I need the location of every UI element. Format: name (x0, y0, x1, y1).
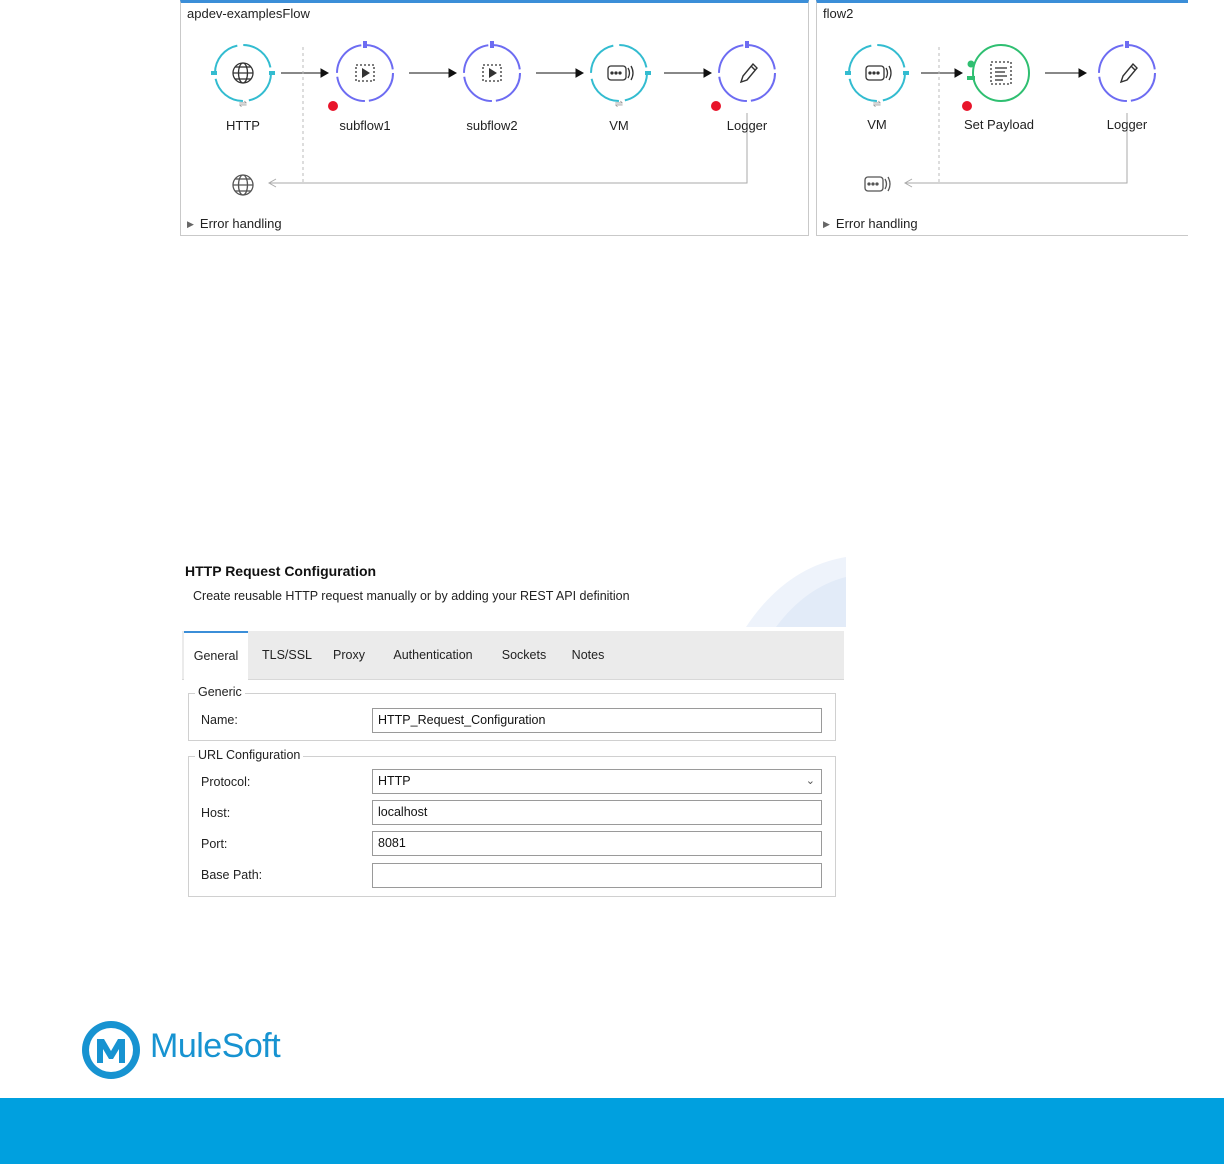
error-handling-label: Error handling (199, 216, 282, 231)
error-handling-toggle[interactable] (823, 216, 918, 231)
port-input[interactable]: 8081 (372, 831, 822, 856)
expand-triangle-icon: ▶ (823, 219, 830, 229)
node-label: VM (867, 117, 887, 132)
base-path-input[interactable] (372, 863, 822, 888)
tab-bar (182, 631, 844, 680)
vm-response-icon (863, 171, 893, 197)
node-label: Set Payload (963, 117, 1035, 132)
set-payload-node[interactable] (957, 40, 1047, 112)
tab-tls-ssl[interactable]: TLS/SSL (261, 648, 313, 662)
dialog-description: Create reusable HTTP request manually or by adding your REST API definition (193, 589, 630, 603)
breakpoint-icon (962, 101, 972, 111)
node-label: subflow1 (339, 118, 391, 133)
tab-authentication[interactable]: Authentication (393, 648, 473, 662)
http-listener-node[interactable] (205, 40, 281, 110)
breakpoint-icon (328, 101, 338, 111)
group-legend: URL Configuration (195, 748, 303, 762)
subflow2-node[interactable] (452, 40, 532, 112)
node-label: Logger (726, 118, 768, 133)
node-label: VM (609, 118, 629, 133)
http-request-config-dialog (180, 557, 846, 901)
node-label: subflow2 (466, 118, 518, 133)
group-legend: Generic (195, 685, 245, 699)
node-label: Logger (1106, 117, 1148, 132)
error-handling-label: Error handling (835, 216, 918, 231)
dialog-title: HTTP Request Configuration (185, 563, 377, 579)
header-swoosh-decoration (726, 557, 846, 627)
http-response-icon (229, 171, 257, 199)
mulesoft-wordmark: MuleSoft (150, 1027, 281, 1065)
tab-sockets[interactable]: Sockets (501, 648, 547, 662)
tab-notes[interactable]: Notes (571, 648, 605, 662)
name-label: Name: (201, 713, 238, 727)
tab-proxy[interactable]: Proxy (333, 648, 365, 662)
host-input[interactable]: localhost (372, 800, 822, 825)
mulesoft-m-icon (80, 1019, 142, 1081)
svg-text:⇌: ⇌ (614, 99, 624, 110)
flow-title: apdev-examplesFlow (187, 6, 310, 21)
expand-triangle-icon: ▶ (187, 219, 194, 229)
chevron-down-icon: ⌄ (805, 775, 815, 787)
logger-node[interactable] (705, 40, 785, 112)
protocol-label: Protocol: (201, 775, 251, 789)
protocol-select[interactable] (372, 769, 822, 794)
error-handling-toggle[interactable] (187, 216, 282, 231)
host-label: Host: (201, 806, 231, 820)
flow-title: flow2 (823, 6, 854, 21)
flow-canvas-flow2 (816, 0, 1188, 236)
footer-bar (0, 1098, 1224, 1164)
protocol-value: HTTP (378, 774, 411, 788)
vm-listener-node[interactable] (839, 40, 919, 110)
logger-node[interactable] (1087, 40, 1167, 112)
vm-publish-node[interactable] (581, 40, 661, 110)
svg-text:⇌: ⇌ (872, 99, 882, 110)
tab-general[interactable]: General (184, 631, 248, 680)
name-input[interactable]: HTTP_Request_Configuration (372, 708, 822, 733)
subflow1-node[interactable] (325, 40, 405, 112)
svg-text:⇌: ⇌ (238, 99, 248, 110)
flow-canvas-apdev-examples (180, 0, 809, 236)
base-path-label: Base Path: (201, 868, 263, 882)
node-label: HTTP (226, 118, 260, 133)
port-label: Port: (201, 837, 228, 851)
breakpoint-icon (711, 101, 721, 111)
